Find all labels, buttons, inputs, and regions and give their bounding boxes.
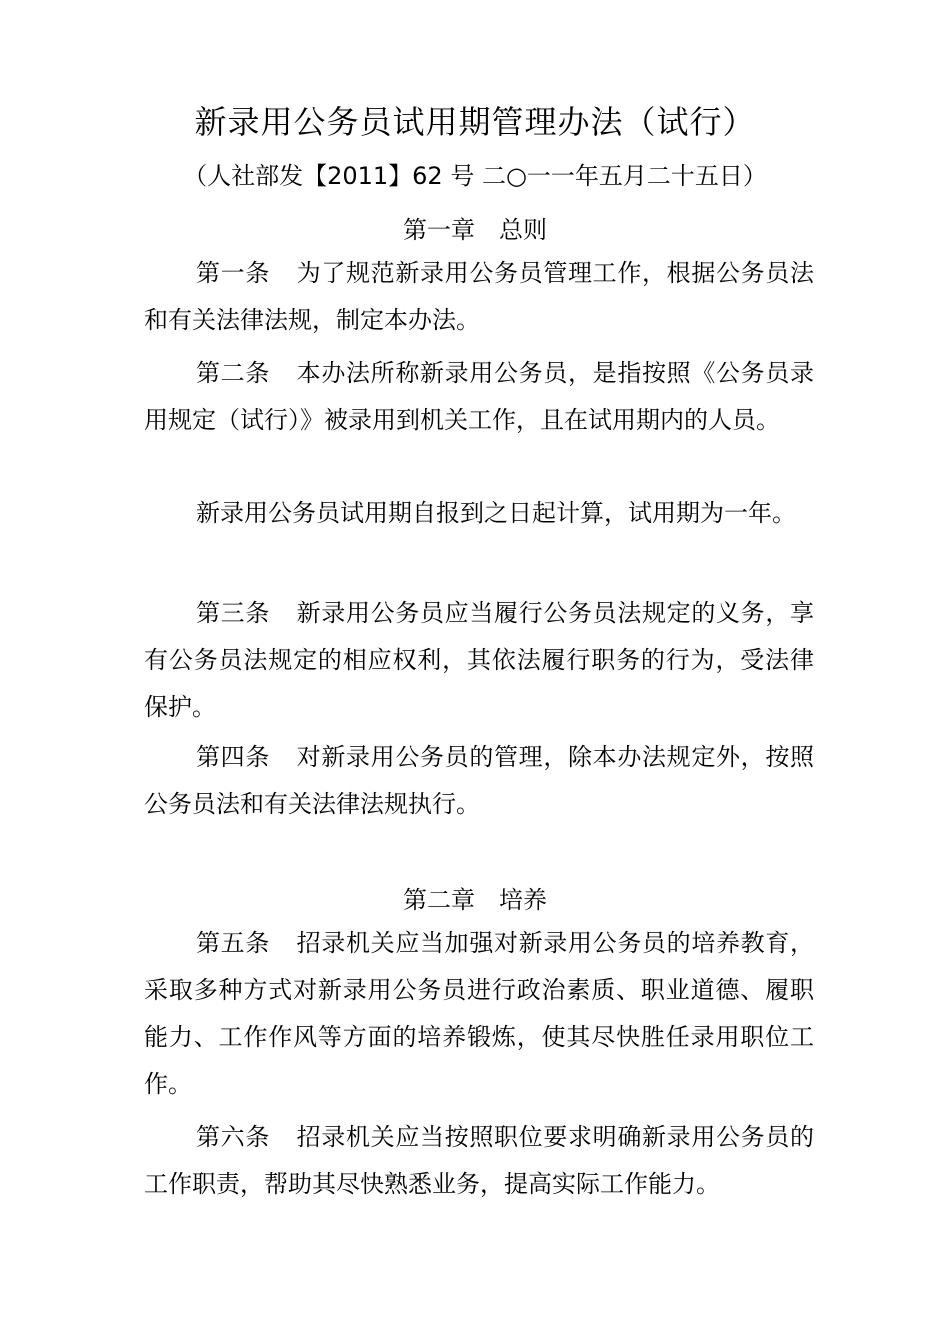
article-4 [144, 734, 814, 828]
article-1 [144, 250, 814, 344]
article-2-paragraph-2: 新录用公务员试用期自报到之日起计算，试用期为一年。 [196, 499, 796, 527]
article-3 [144, 590, 814, 731]
article-6-text: 招录机关应当按照职位要求明确新录用公务员的工作职责，帮助其尽快熟悉业务，提高实际工作能力。 [144, 1123, 814, 1198]
article-4-text: 对新录用公务员的管理，除本办法规定外，按照公务员法和有关法律法规执行。 [144, 743, 814, 818]
article-1-text: 为了规范新录用公务员管理工作，根据公务员法和有关法律法规，制定本办法。 [144, 259, 814, 334]
article-5-label: 第五条 [196, 929, 270, 957]
article-2 [144, 350, 814, 444]
document-title: 新录用公务员试用期管理办法（试行） [194, 103, 756, 141]
article-3-label: 第三条 [196, 599, 270, 627]
article-5-text: 招录机关应当加强对新录用公务员的培养教育，采取多种方式对新录用公务员进行政治素质、职业道德、履职能力、工作作风等方面的培养锻炼，使其尽快胜任录用职位工作。 [144, 929, 814, 1098]
article-4-label: 第四条 [196, 743, 270, 771]
article-6-label: 第六条 [196, 1123, 270, 1151]
article-2-text: 本办法所称新录用公务员，是指按照《公务员录用规定（试行）》被录用到机关工作，且在试用期内的人员。 [144, 359, 814, 434]
article-2-label: 第二条 [196, 359, 270, 387]
chapter-2-heading: 第二章 培养 [403, 886, 547, 914]
article-3-text: 新录用公务员应当履行公务员法规定的义务，享有公务员法规定的相应权利，其依法履行职务的行为，受法律保护。 [144, 599, 814, 721]
article-5 [144, 920, 814, 1108]
article-6 [144, 1114, 814, 1208]
document-subtitle: （人社部发【2011】62 号 二○一一年五月二十五日） [183, 162, 767, 190]
chapter-1-heading: 第一章 总则 [403, 216, 547, 244]
article-1-label: 第一条 [196, 259, 270, 287]
